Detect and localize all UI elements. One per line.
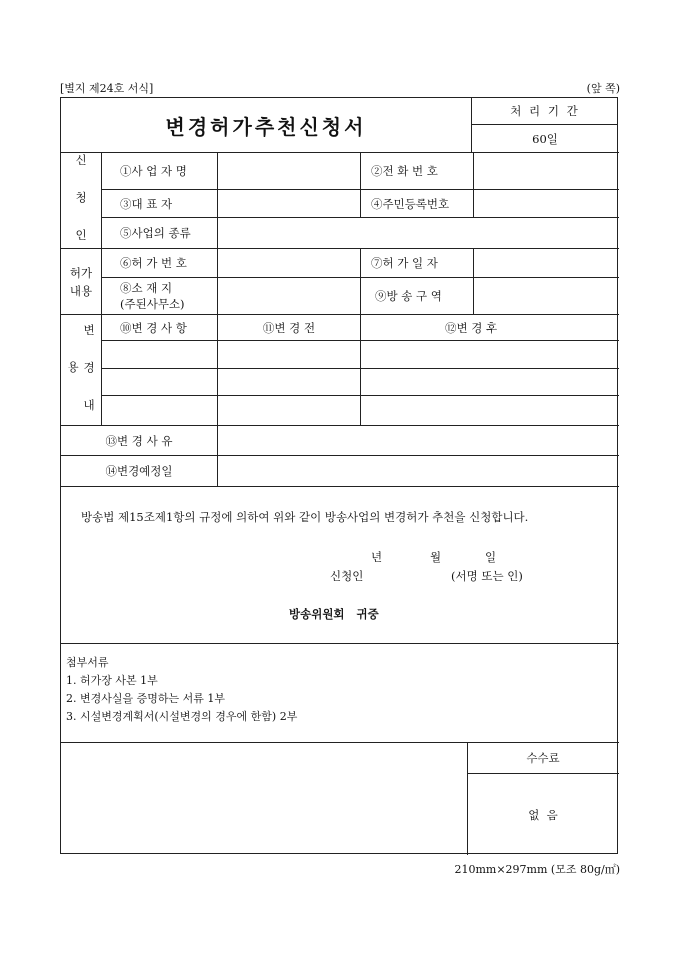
before-change-header: ⑪변 경 전 <box>262 320 316 335</box>
broadcast-area-field[interactable] <box>474 278 618 314</box>
application-form <box>60 97 618 854</box>
scheduled-date-field[interactable] <box>218 456 618 486</box>
location-label-line1: ⑧소 재 지 <box>120 281 173 295</box>
business-name-label: ①사 업 자 명 <box>120 164 187 178</box>
date-month-label: 월 <box>430 550 442 564</box>
form-title: 변경허가추천신청서 <box>165 114 367 139</box>
processing-period-value: 60일 <box>532 131 558 146</box>
license-date-field[interactable] <box>474 249 618 277</box>
change-group-label: 변 경 내 용 <box>66 323 96 417</box>
attachment-item: 3. 시설변경계획서(시설변경의 경우에 한함) 2부 <box>66 710 298 723</box>
blank-area <box>61 743 467 855</box>
before-change-field[interactable] <box>218 396 360 425</box>
change-reason-label: ⑬변 경 사 유 <box>105 433 173 448</box>
business-name-field[interactable] <box>218 153 360 189</box>
attachment-item: 1. 허가장 사본 1부 <box>66 674 158 687</box>
after-change-field[interactable] <box>361 341 618 368</box>
fee-value: 없 음 <box>528 807 558 822</box>
license-group-label-2: 내용 <box>69 283 93 298</box>
recipient-label: 방송위원회 귀중 <box>289 607 379 621</box>
applicant-group <box>61 153 101 248</box>
change-item-header: ⑩변 경 사 항 <box>120 320 187 335</box>
after-change-header: ⑫변 경 후 <box>445 320 498 335</box>
signature-placeholder: (서명 또는 인) <box>451 569 523 583</box>
license-group <box>61 249 101 314</box>
license-date-label: ⑦허 가 일 자 <box>371 256 438 270</box>
location-label-line2: (주된사무소) <box>120 297 185 311</box>
license-number-field[interactable] <box>218 249 360 277</box>
broadcast-area-label: ⑨방 송 구 역 <box>375 289 442 303</box>
resident-number-label: ④주민등록번호 <box>371 196 450 211</box>
after-change-field[interactable] <box>361 369 618 395</box>
business-type-label: ⑤사업의 종류 <box>120 226 191 240</box>
location-label <box>102 278 217 314</box>
application-statement: 방송법 제15조제1항의 규정에 의하여 위와 같이 방송사업의 변경허가 추천을 신청합니다. <box>81 510 529 524</box>
phone-label: ②전 화 번 호 <box>371 164 438 178</box>
date-day-label: 일 <box>485 550 497 564</box>
page-side-label: (앞 쪽) <box>586 82 620 95</box>
date-year-label: 년 <box>371 550 383 564</box>
representative-label: ③대 표 자 <box>120 196 173 211</box>
applicant-sign-label: 신청인 <box>330 569 364 583</box>
location-field[interactable] <box>218 278 360 314</box>
form-number: [별지 제24호 서식] <box>60 82 154 95</box>
scheduled-date-label: ⑭변경예정일 <box>105 464 173 478</box>
change-item-field[interactable] <box>102 369 217 395</box>
before-change-field[interactable] <box>218 341 360 368</box>
fee-label: 수수료 <box>526 751 560 765</box>
after-change-field[interactable] <box>361 396 618 425</box>
phone-field[interactable] <box>474 153 618 189</box>
business-type-field[interactable] <box>218 218 618 248</box>
license-number-label: ⑥허 가 번 호 <box>120 256 187 270</box>
change-item-field[interactable] <box>102 341 217 368</box>
processing-period-label: 처 리 기 간 <box>510 104 580 118</box>
change-group <box>61 315 101 425</box>
attachments-title: 첨부서류 <box>66 656 109 669</box>
change-item-field[interactable] <box>102 396 217 425</box>
attachment-item: 2. 변경사실을 증명하는 서류 1부 <box>66 692 225 705</box>
change-reason-field[interactable] <box>218 426 618 455</box>
license-group-label-1: 허가 <box>69 265 93 280</box>
resident-number-field[interactable] <box>474 190 618 217</box>
applicant-group-label: 신 청 인 <box>74 154 88 247</box>
representative-field[interactable] <box>218 190 360 217</box>
before-change-field[interactable] <box>218 369 360 395</box>
paper-spec: 210mm×297mm (모조 80g/㎡) <box>454 863 620 876</box>
